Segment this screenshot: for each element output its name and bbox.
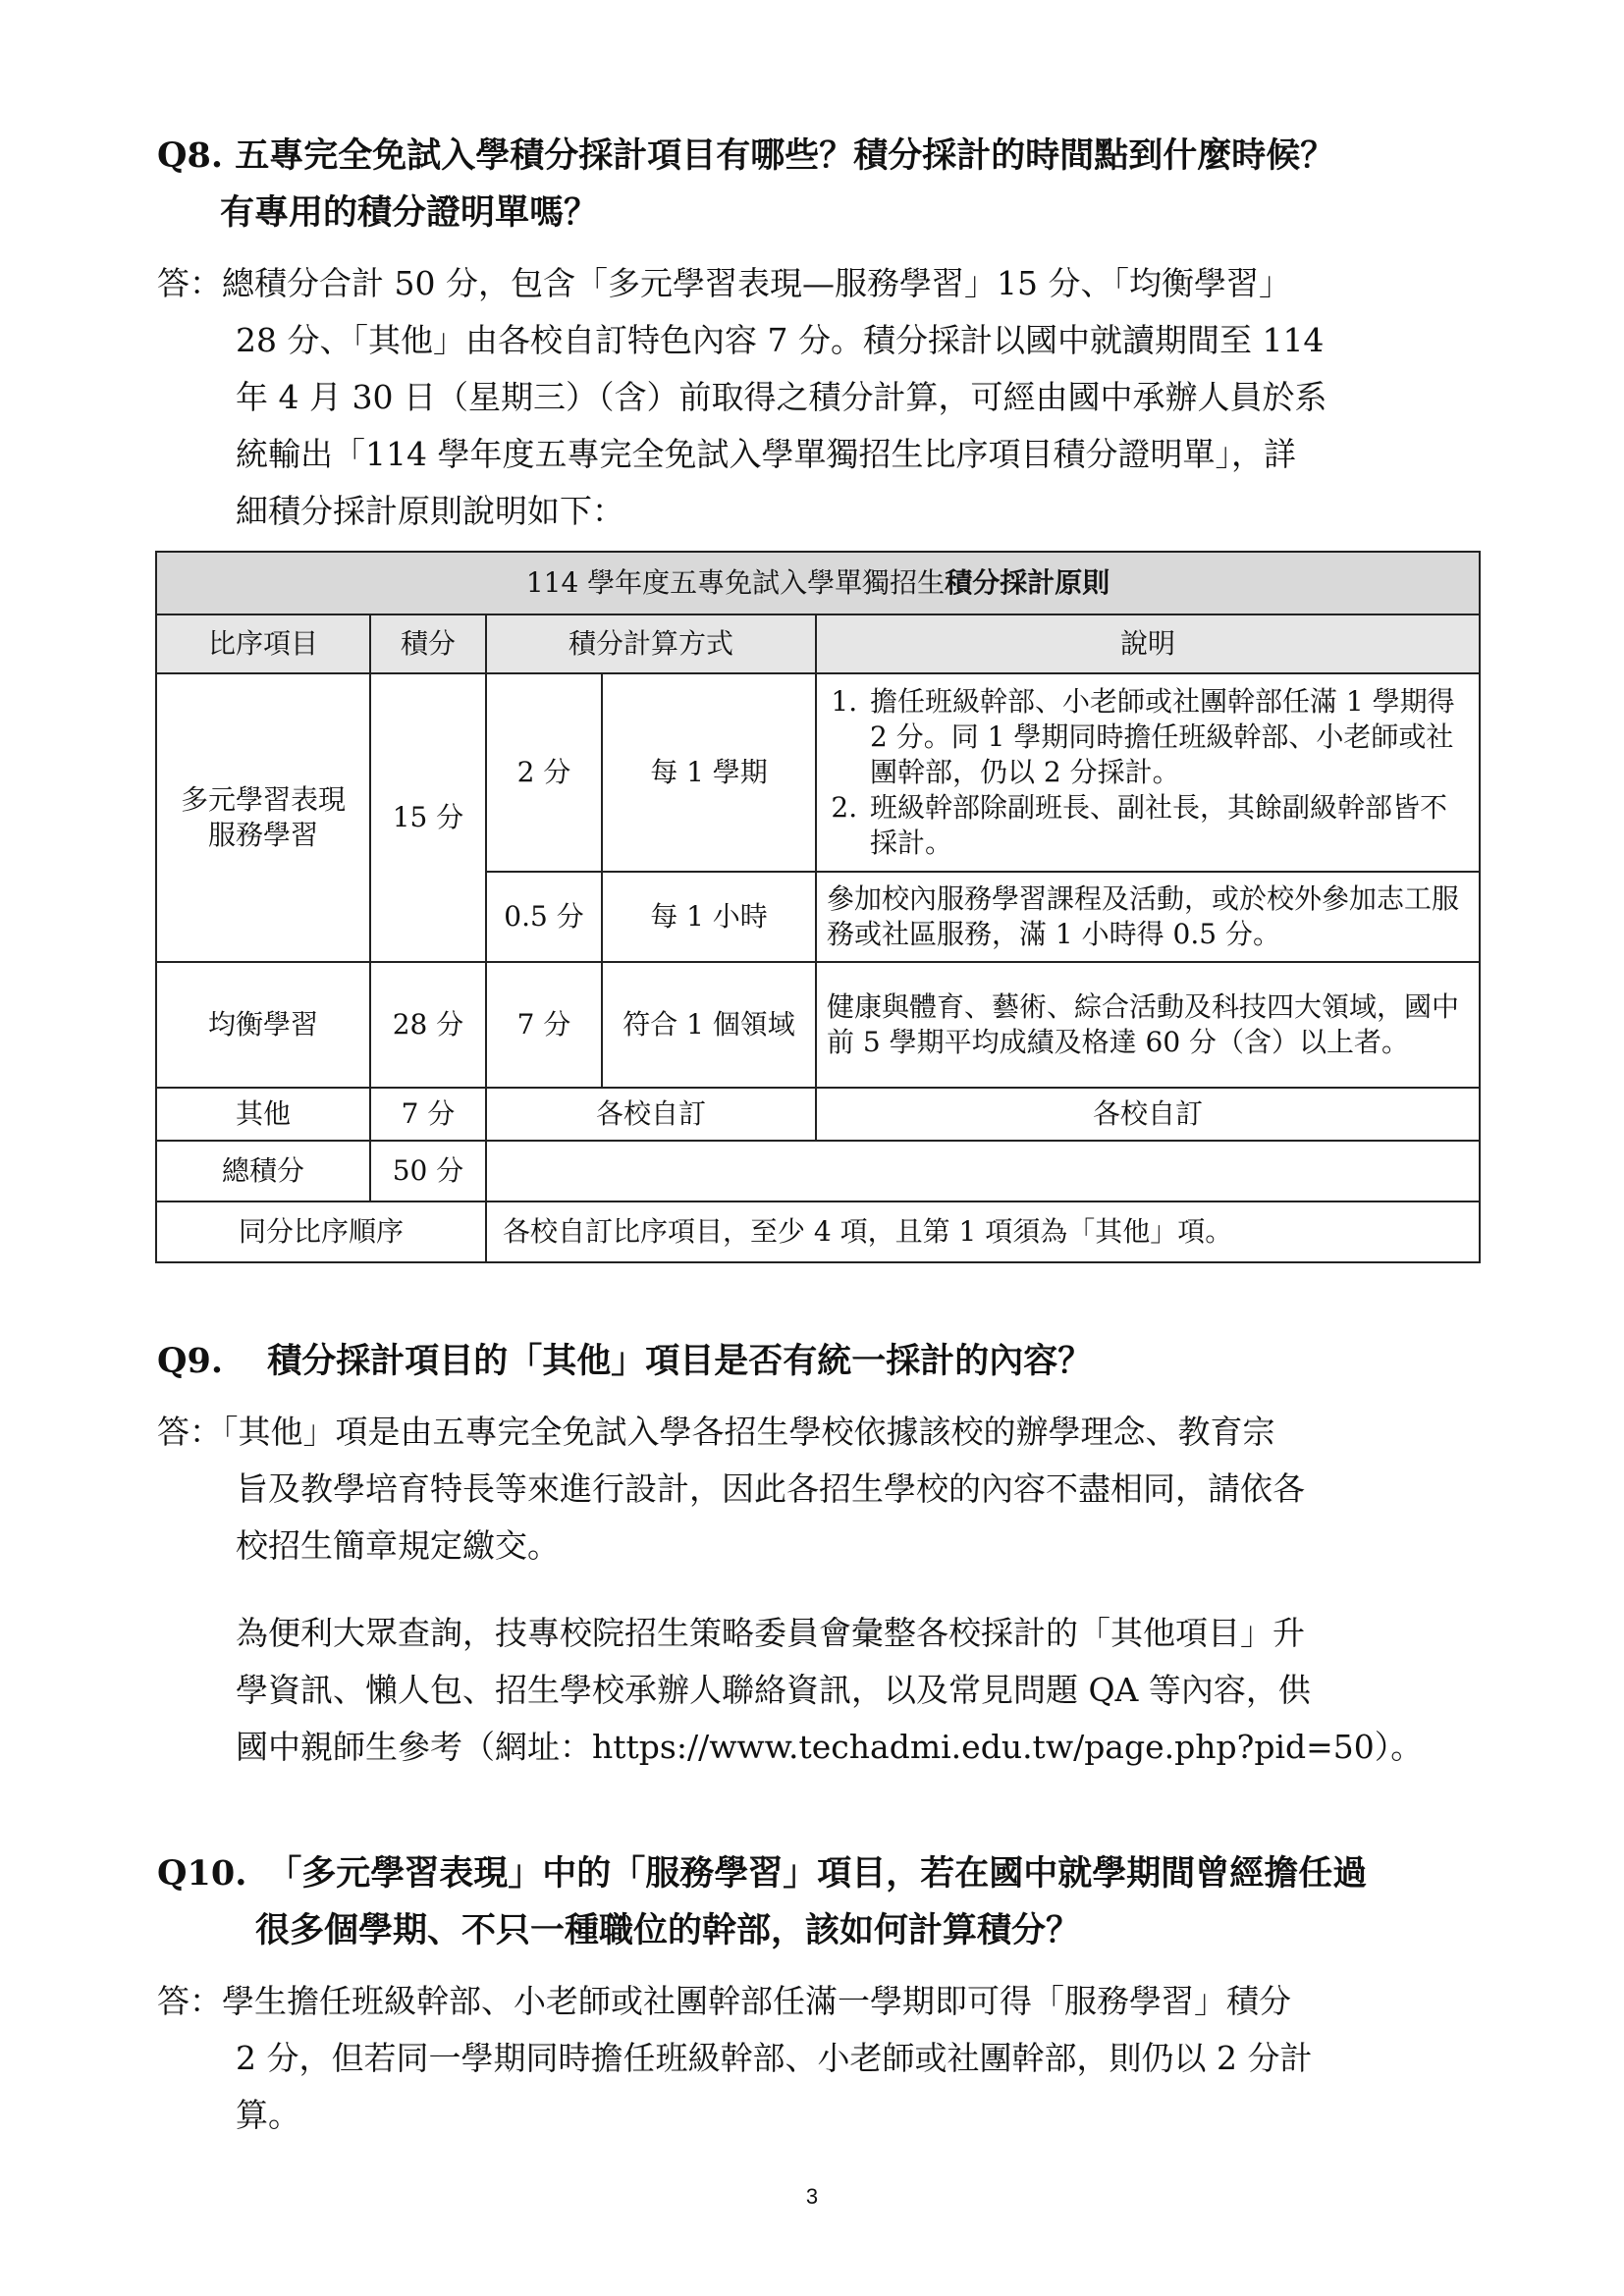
unit-cell: 每 1 小時 [602,872,816,962]
answer-line: 為便利大眾查詢，技專校院招生策略委員會彙整各校採計的「其他項目」升 [236,1614,1305,1652]
score-cell: 28 分 [370,962,486,1088]
answer-line: 年 4 月 30 日（星期三）（含）前取得之積分計算，可經由國中承辦人員於系 [236,378,1327,416]
column-header: 積分 [370,614,486,673]
item-cell: 其他 [156,1088,370,1141]
tiebreak-label: 同分比序順序 [156,1201,486,1262]
answer-line: 統輸出「114 學年度五專完全免試入學單獨招生比序項目積分證明單」，詳 [236,435,1296,473]
question-number: Q10. [157,1853,247,1894]
question-text-cont: 有專用的積分證明單嗎？ [220,192,599,233]
question-q8 [157,128,1473,241]
item-cell: 多元學習表現 服務學習 [156,673,370,962]
total-label: 總積分 [156,1141,370,1201]
tiebreak-description: 各校自訂比序項目，至少 4 項，且第 1 項須為「其他」項。 [486,1201,1480,1262]
score-cell: 15 分 [370,673,486,962]
unit-cell: 每 1 學期 [602,673,816,872]
answer-line: 答：「其他」項是由五專完全免試入學各招生學校依據該校的辦學理念、教育宗 [157,1413,1275,1451]
description-item: 1. 擔任班級幹部、小老師或社團幹部任滿 1 學期得 2 分。同 1 學期同時擔任班級幹部、小老師或社團幹部，仍以 2 分採計。 [866,684,1469,790]
empty-cell [486,1141,1480,1201]
table-title: 114 學年度五專免試入學單獨招生積分採計原則 [156,552,1480,614]
points-cell: 7 分 [486,962,602,1088]
points-cell: 0.5 分 [486,872,602,962]
table-header-row [156,614,1480,673]
points-cell: 2 分 [486,673,602,872]
question-text: 五專完全免試入學積分採計項目有哪些？積分採計的時間點到什麼時候？ [235,135,1335,176]
description-cell: 各校自訂 [816,1088,1480,1141]
score-cell: 7 分 [370,1088,486,1141]
answer-line: 校招生簡章規定繳交。 [236,1526,560,1565]
table-row [156,673,1480,872]
question-q10 [157,1845,1473,1959]
question-text-cont: 很多個學期、不只一種職位的幹部，該如何計算積分？ [255,1910,1081,1950]
total-score: 50 分 [370,1141,486,1201]
answer-line: 旨及教學培育特長等來進行設計，因此各招生學校的內容不盡相同，請依各 [236,1469,1305,1508]
question-number: Q9. [157,1341,224,1381]
description-item: 2. 班級幹部除副班長、副社長，其餘副級幹部皆不採計。 [866,790,1469,861]
question-text: 積分採計項目的「其他」項目是否有統一採計的內容？ [267,1341,1093,1381]
answer-a9-paragraph [236,1605,1478,1776]
method-cell: 各校自訂 [486,1088,816,1141]
answer-a8 [157,255,1478,540]
answer-line: 細積分採計原則說明如下： [236,492,624,530]
page-number: 3 [805,2184,819,2209]
unit-cell: 符合 1 個領域 [602,962,816,1088]
answer-line: 28 分、「其他」由各校自訂特色內容 7 分。積分採計以國中就讀期間至 114 [236,321,1325,359]
answer-line: 學資訊、懶人包、招生學校承辦人聯絡資訊，以及常見問題 QA 等內容，供 [236,1671,1311,1709]
question-text: 「多元學習表現」中的「服務學習」項目，若在國中就學期間曾經擔任過 [267,1853,1368,1894]
scoring-rules-table [155,551,1481,1263]
answer-line: 答：總積分合計 50 分，包含「多元學習表現—服務學習」15 分、「均衡學習」 [157,264,1291,302]
answer-a9 [157,1404,1478,1575]
answer-line: 答：學生擔任班級幹部、小老師或社團幹部任滿一學期即可得「服務學習」積分 [157,1982,1291,2020]
description-cell: 健康與體育、藝術、綜合活動及科技四大領域，國中前 5 學期平均成績及格達 60 分（含）以上者。 [816,962,1480,1088]
table-row [156,1141,1480,1201]
item-cell: 均衡學習 [156,962,370,1088]
question-number: Q8. [157,135,224,176]
answer-line: 國中親師生參考（網址：https://www.techadmi.edu.tw/page.php?pid=50）。 [236,1728,1424,1766]
table-row [156,962,1480,1088]
table-row [156,1201,1480,1262]
answer-a10 [157,1973,1478,2144]
column-header: 比序項目 [156,614,370,673]
question-q9 [157,1333,1473,1390]
description-cell [816,673,1480,872]
answer-line: 算。 [236,2096,300,2134]
column-header: 說明 [816,614,1480,673]
answer-line: 2 分，但若同一學期同時擔任班級幹部、小老師或社團幹部，則仍以 2 分計 [236,2039,1313,2077]
description-cell: 參加校內服務學習課程及活動，或於校外參加志工服務或社區服務，滿 1 小時得 0.5 分。 [816,872,1480,962]
table-row [156,1088,1480,1141]
column-header: 積分計算方式 [486,614,816,673]
table-title-row [156,552,1480,614]
